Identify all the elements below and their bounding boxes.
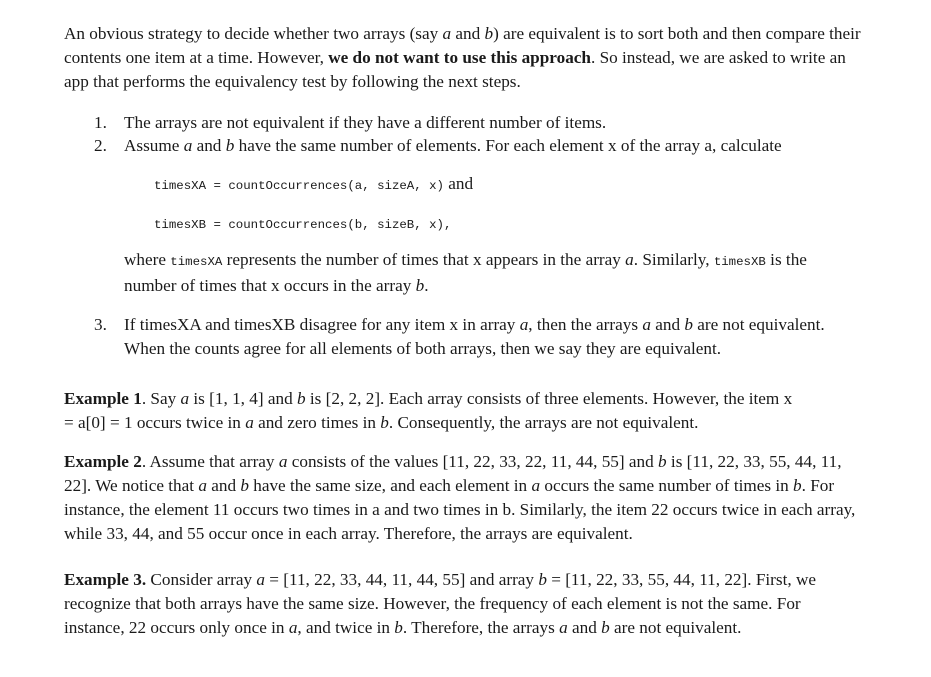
example-2: Example 2. Assume that array a consists of the values [11, 22, 33, 22, 11, 44, 55] and b is [11, 22, 33, 55, 44, 11, 22]. We notice that a and b have the same size, and each element in a occurs the same number of times in b. For instance, the element 11 occurs two times in a and two times in b. Similarly, the item 22 occurs twice in each array, while 33, 44, and 55 occur once in each array. Therefore, the arrays are equivalent. <box>64 452 856 543</box>
step-text: If timesXA and timesXB disagree for any item x in array a, then the arrays a and b are not equivalent. When the counts agree for all elements of both arrays, then we say they are equivalent. <box>124 315 825 358</box>
example-label: Example 2 <box>64 452 142 471</box>
code-line-2 <box>154 213 451 235</box>
example-1: Example 1. Say a is [1, 1, 4] and b is [2, 2, 2]. Each array consists of three elements. However, the item x = a[0] = 1 occurs twice in a and zero times in b. Consequently, the arrays are not equivalent. <box>64 389 793 432</box>
step-number: 2. <box>94 136 107 155</box>
code-line-1: timesXA = countOccurrences(a, sizeA, x) and <box>154 174 474 193</box>
step-text: The arrays are not equivalent if they have a different number of items. <box>124 113 607 132</box>
example-3: Example 3. Consider array a = [11, 22, 33, 44, 11, 44, 55] and array b = [11, 22, 33, 55, 44, 11, 22]. First, we recognize that both arrays have the same size. However, the frequency of each element is not the same. For instance, 22 occurs only once in a, and twice in b. Therefore, the arrays a and b are not equivalent. <box>64 570 817 637</box>
code-text: timesXA = countOccurrences(a, sizeA, x) <box>154 179 444 193</box>
step-number: 1. <box>94 113 107 132</box>
example-label: Example 3. <box>64 570 147 589</box>
intro-paragraph: An obvious strategy to decide whether two arrays (say a and b) are equivalent is to sort both and then compare their contents one item at a time. However, we do not want to use this approach. So instead, we are asked to write an app that performs the equivalency test by following the next steps. <box>64 24 861 91</box>
step-number: 3. <box>94 315 107 334</box>
code-text: timesXB = countOccurrences(b, sizeB, x), <box>154 218 452 232</box>
example-label: Example 1 <box>64 389 142 408</box>
emphasis-text: we do not want to use this approach <box>328 48 591 67</box>
where-paragraph: where timesXA represents the number of times that x appears in the array a. Similarly, timesXB is the number of times that x occurs in the array b. <box>124 250 807 295</box>
step-text: Assume a and b have the same number of elements. For each element x of the array a, calculate <box>124 136 782 155</box>
